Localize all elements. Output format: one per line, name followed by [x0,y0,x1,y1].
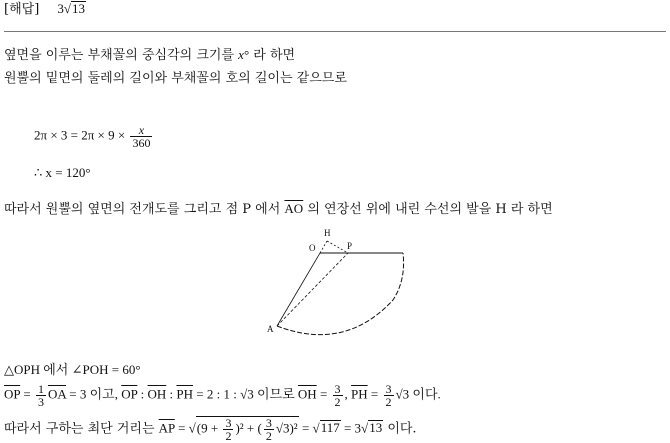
answer-radicand: 13 [72,1,86,16]
fraction-three-halves [264,417,274,442]
shortest-path-ap [277,253,348,326]
segment-oh: $\overline{OH}$ [147,386,167,402]
comma: , [344,386,352,402]
var-x: x [238,47,244,62]
degree-symbol: ° [243,47,250,62]
equation-lhs: 2π × 3 = 2π × 9 × [34,127,129,143]
construction-text-end: 의 연장선 위에 내린 수선의 발을 H 라 하면 [303,202,553,217]
solution-line-3 [4,416,417,442]
colon: : [166,386,177,402]
label-o: O [309,243,316,253]
segment-ph: $\overline{PH}$ [351,386,368,402]
fraction-denominator: 2 [225,429,232,443]
answer-value: 3√13 [57,1,86,16]
segment-op: $\overline{OP}$ [4,386,21,402]
segment-ap: $\overline{AP}$ [158,420,175,436]
text: 따라서 구하는 최단 거리는 [4,421,159,437]
equals: = [316,386,331,402]
fraction-numerator: x [130,124,152,137]
solution-line-1: △OPH 에서 ∠POH = 60° [4,362,141,377]
text: √3 이다. [395,386,441,402]
fraction-one-third [36,383,46,408]
fraction-denominator: 2 [265,429,272,443]
fraction-numerator: 3 [334,382,341,396]
answer-coef: 3 [57,1,64,16]
therefore-line: ∴ x = 120° [34,165,91,180]
sqrt-expression [196,416,299,442]
fraction-numerator: 3 [265,416,272,430]
fraction-three-halves [223,417,233,442]
segment-ph: $\overline{PH}$ [176,386,194,402]
equals-sqrt: = √ [174,420,196,436]
answer-label: [해답] [4,2,40,17]
radicand-13: 13 [369,420,383,436]
label-p: P [347,241,353,251]
segment-oh: $\overline{OH}$ [297,386,317,402]
expr-part: )² + ( [235,420,262,436]
fraction-three-halves [384,383,394,408]
expr-part: √3)² [275,420,298,436]
segment-oa: $\overline{OA}$ [47,386,67,402]
solution-line-2 [4,383,441,408]
fraction-numerator: 3 [225,416,232,430]
segment-ao: $\overline{AO}$ [284,201,304,216]
fraction-denominator: 3 [37,395,44,409]
fraction-three-halves [333,383,343,408]
label-a: A [267,324,274,334]
fraction-denominator: 2 [334,395,341,409]
construction-text: 따라서 원뿔의 옆면의 전개도를 그리고 점 P 에서 [4,202,285,217]
radius-oa [277,253,320,326]
extension-oh [320,241,327,253]
fraction-denominator: 360 [132,136,151,150]
text-end: 이다. [383,421,417,437]
intro-text: 옆면을 이루는 부채꼴의 중심각의 크기를 [4,48,239,63]
equals-coef-sqrt: = 3√ [340,420,369,436]
intro-text-end: 라 하면 [249,48,296,63]
label-h: H [324,228,331,238]
fraction-numerator: 1 [37,382,44,396]
intro-line-2: 원뿔의 밑면의 둘레의 길이와 부채꼴의 호의 길이는 같으므로 [4,71,347,86]
equals: = [20,386,34,402]
perpendicular-ph [327,241,348,253]
equals: = [367,386,382,402]
segment-op: $\overline{OP}$ [121,386,138,402]
colon: : [137,386,148,402]
fraction-numerator: 3 [385,382,392,396]
text: = 3 이고, [66,386,122,402]
fraction-denominator: 2 [385,395,392,409]
equals-sqrt: = √ [298,420,320,436]
expr-part: (9 + [196,420,222,436]
radicand-117: 117 [320,420,340,436]
ratio-text: = 2 : 1 : √3 이므로 [193,386,298,402]
